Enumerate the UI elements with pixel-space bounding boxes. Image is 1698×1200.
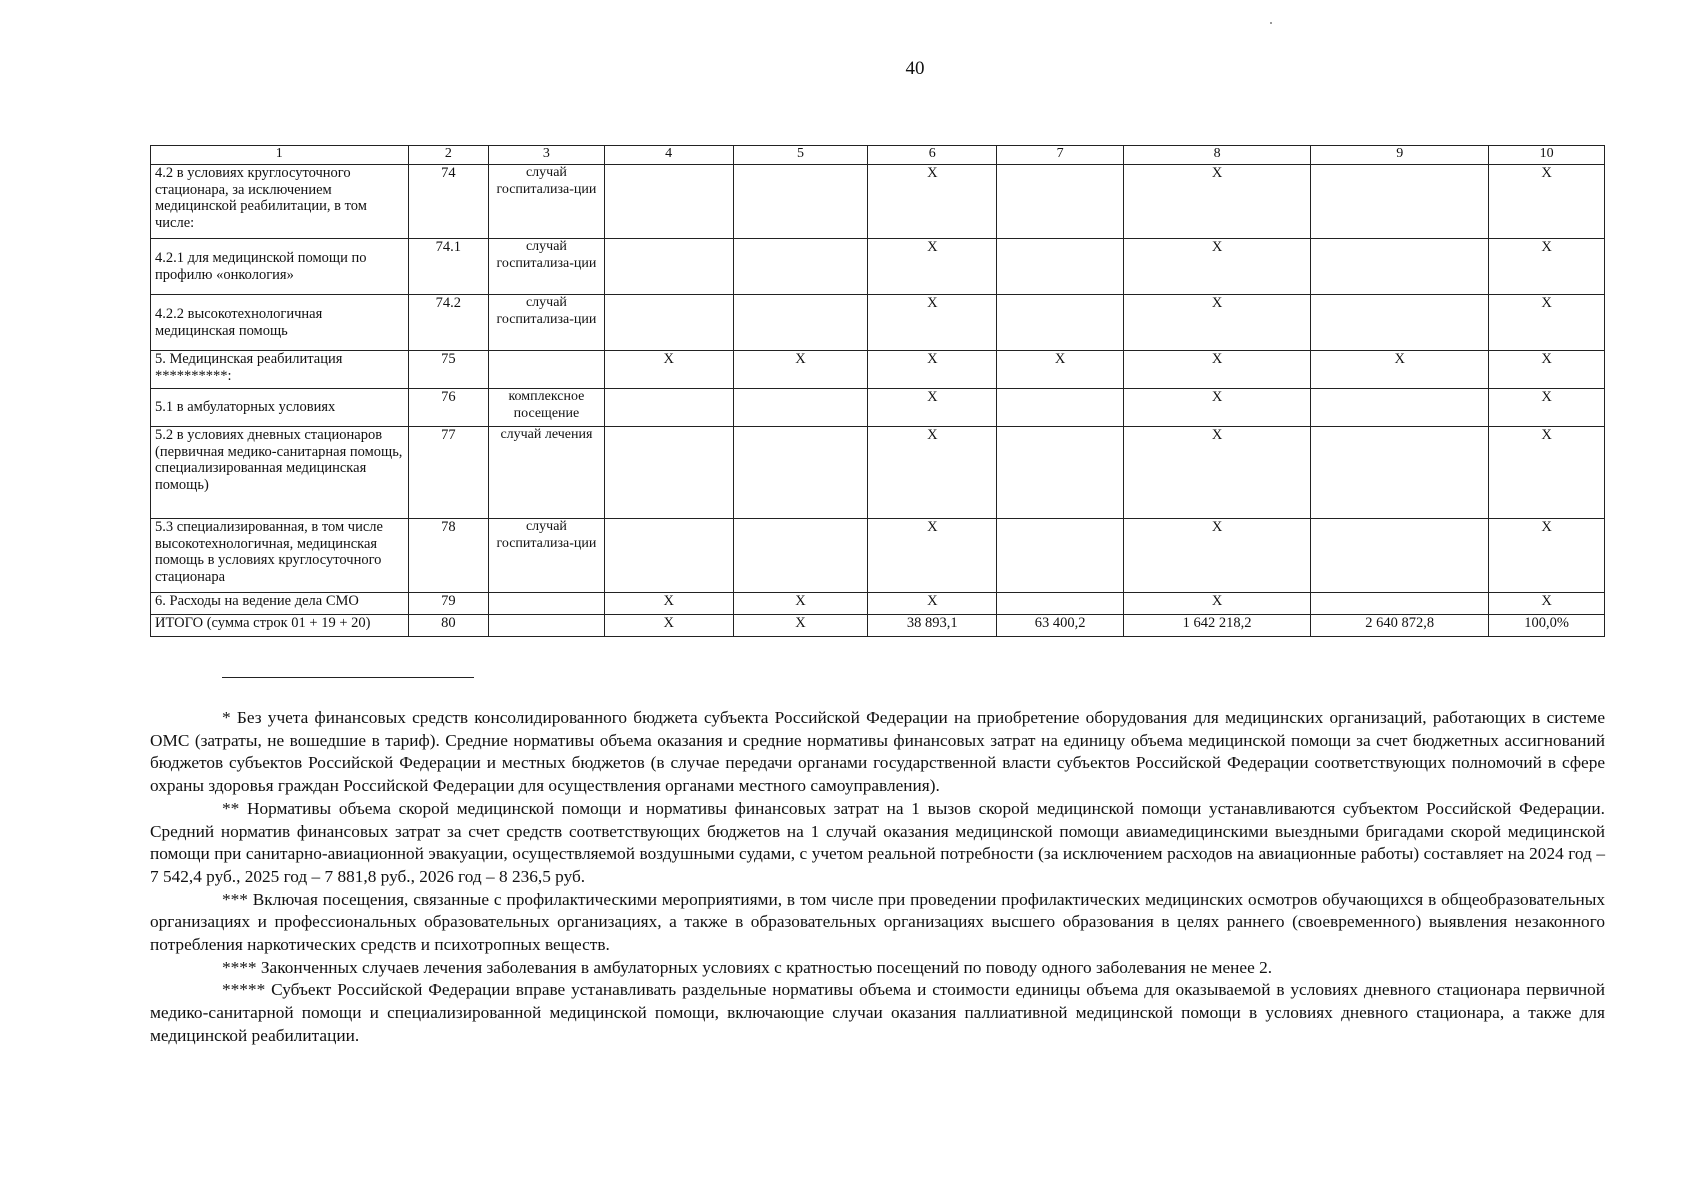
cell-value bbox=[733, 389, 868, 427]
footnote-1: * Без учета финансовых средств консолидированного бюджета субъекта Российской Федерации на приобретение оборудования для медицинских организаций, работающих в системе ОМС (затраты, не вошедшие в тариф). Средние нормативы объема оказания и средние нормативы финансовых затрат на единицу объема медицинской помощи за счет бюджетных ассигнований бюджетов субъектов Российской Федерации и местных бюджетов (в случае передачи органами государственной власти субъектов Российской Федерации соответствующих полномочий в сфере охраны здоровья граждан Российской Федерации для осуществления органами местного самоуправления). bbox=[150, 708, 1605, 796]
cell-value: X bbox=[868, 519, 997, 593]
cell-value bbox=[997, 519, 1124, 593]
cell-value: X bbox=[733, 593, 868, 615]
column-number: 3 bbox=[489, 146, 605, 165]
cell-value: X bbox=[1489, 351, 1605, 389]
cell-value bbox=[1311, 165, 1489, 239]
row-label: 5.1 в амбулаторных условиях bbox=[151, 389, 409, 427]
cell-value bbox=[604, 165, 733, 239]
row-code: 77 bbox=[408, 427, 488, 519]
column-number: 8 bbox=[1123, 146, 1310, 165]
row-label: 5.3 специализированная, в том числе высокотехнологичная, медицинская помощь в условиях круглосуточного стационара bbox=[151, 519, 409, 593]
cell-value bbox=[733, 427, 868, 519]
cell-value: X bbox=[1123, 165, 1310, 239]
cell-value: X bbox=[604, 615, 733, 637]
cell-value: X bbox=[1489, 519, 1605, 593]
footnote-4: **** Законченных случаев лечения заболевания в амбулаторных условиях с кратностью посещений по поводу одного заболевания не менее 2. bbox=[222, 957, 1273, 977]
row-code: 75 bbox=[408, 351, 488, 389]
row-code: 76 bbox=[408, 389, 488, 427]
cell-value: X bbox=[1123, 295, 1310, 351]
table-row bbox=[151, 295, 1605, 351]
footnote-separator bbox=[222, 677, 474, 678]
table-row bbox=[151, 427, 1605, 519]
cell-value: X bbox=[1123, 519, 1310, 593]
cell-value bbox=[997, 427, 1124, 519]
table-header-row bbox=[151, 146, 1605, 165]
cell-value: X bbox=[604, 593, 733, 615]
cell-value: 1 642 218,2 bbox=[1123, 615, 1310, 637]
cell-value bbox=[997, 389, 1124, 427]
row-unit bbox=[489, 615, 605, 637]
cell-value: X bbox=[1123, 427, 1310, 519]
column-number: 9 bbox=[1311, 146, 1489, 165]
row-label: 6. Расходы на ведение дела СМО bbox=[151, 593, 409, 615]
cell-value: X bbox=[1489, 239, 1605, 295]
table-row bbox=[151, 519, 1605, 593]
column-number: 1 bbox=[151, 146, 409, 165]
page-number: 40 bbox=[905, 58, 925, 79]
cell-value: 2 640 872,8 bbox=[1311, 615, 1489, 637]
cell-value bbox=[733, 295, 868, 351]
footnote-2: ** Нормативы объема скорой медицинской помощи и нормативы финансовых затрат на 1 вызов скорой медицинской помощи устанавливаются субъектом Российской Федерации. Средний норматив финансовых затрат за счет средств соответствующих бюджетов на 1 случай оказания медицинской помощи авиамедицинскими выездными бригадами скорой медицинской помощи при санитарно-авиационной эвакуации, осуществляемой воздушными судами, с учетом реальной потребности (за исключением расходов на авиационные работы) составляет на 2024 год – 7 542,4 руб., 2025 год – 7 881,8 руб., 2026 год – 8 236,5 руб. bbox=[150, 798, 1605, 886]
cell-value bbox=[1311, 295, 1489, 351]
column-number: 5 bbox=[733, 146, 868, 165]
cell-value: X bbox=[868, 593, 997, 615]
table-row bbox=[151, 351, 1605, 389]
cell-value bbox=[733, 165, 868, 239]
column-number: 2 bbox=[408, 146, 488, 165]
data-table bbox=[150, 145, 1605, 637]
cell-value bbox=[733, 519, 868, 593]
cell-value bbox=[604, 427, 733, 519]
cell-value bbox=[997, 239, 1124, 295]
row-code: 80 bbox=[408, 615, 488, 637]
row-unit: случай госпитализа-ции bbox=[489, 519, 605, 593]
cell-value bbox=[1311, 519, 1489, 593]
row-code: 74 bbox=[408, 165, 488, 239]
row-code: 74.2 bbox=[408, 295, 488, 351]
cell-value: 100,0% bbox=[1489, 615, 1605, 637]
cell-value: X bbox=[868, 389, 997, 427]
cell-value: X bbox=[1123, 389, 1310, 427]
row-label: 4.2.2 высокотехнологичная медицинская помощь bbox=[151, 295, 409, 351]
cell-value bbox=[604, 239, 733, 295]
cell-value: X bbox=[1489, 165, 1605, 239]
footnote-3: *** Включая посещения, связанные с профилактическими мероприятиями, в том числе при проведении профилактических медицинских осмотров обучающихся в общеобразовательных организациях и профессиональных образовательных организациях, а также в образовательных организациях высшего образования в целях раннего (своевременного) выявления незаконного потребления наркотических средств и психотропных веществ. bbox=[150, 889, 1605, 955]
table-row bbox=[151, 389, 1605, 427]
cell-value bbox=[997, 165, 1124, 239]
column-number: 7 bbox=[997, 146, 1124, 165]
cell-value: X bbox=[868, 239, 997, 295]
cell-value: X bbox=[1489, 593, 1605, 615]
row-label: 4.2 в условиях круглосуточного стационара, за исключением медицинской реабилитации, в том числе: bbox=[151, 165, 409, 239]
cell-value bbox=[1311, 389, 1489, 427]
row-unit bbox=[489, 593, 605, 615]
cell-value: 38 893,1 bbox=[868, 615, 997, 637]
row-unit: случай госпитализа-ции bbox=[489, 239, 605, 295]
row-code: 79 bbox=[408, 593, 488, 615]
cell-value bbox=[1311, 427, 1489, 519]
row-unit: комплексное посещение bbox=[489, 389, 605, 427]
column-number: 6 bbox=[868, 146, 997, 165]
cell-value bbox=[604, 389, 733, 427]
cell-value: X bbox=[868, 295, 997, 351]
table-row bbox=[151, 239, 1605, 295]
cell-value bbox=[604, 295, 733, 351]
cell-value: X bbox=[1311, 351, 1489, 389]
table-row bbox=[151, 593, 1605, 615]
cell-value: X bbox=[868, 351, 997, 389]
row-unit: случай госпитализа-ции bbox=[489, 295, 605, 351]
scan-mark bbox=[1270, 22, 1272, 24]
row-label: 5.2 в условиях дневных стационаров (первичная медико-санитарная помощь, специализированная медицинская помощь) bbox=[151, 427, 409, 519]
column-number: 10 bbox=[1489, 146, 1605, 165]
column-number: 4 bbox=[604, 146, 733, 165]
row-unit: случай лечения bbox=[489, 427, 605, 519]
cell-value: 63 400,2 bbox=[997, 615, 1124, 637]
cell-value: X bbox=[604, 351, 733, 389]
cell-value bbox=[997, 295, 1124, 351]
row-code: 78 bbox=[408, 519, 488, 593]
cell-value: X bbox=[1123, 351, 1310, 389]
cell-value: X bbox=[1489, 427, 1605, 519]
cell-value: X bbox=[1489, 389, 1605, 427]
cell-value bbox=[733, 239, 868, 295]
table-row bbox=[151, 165, 1605, 239]
table-row bbox=[151, 615, 1605, 637]
footnote-5: ***** Субъект Российской Федерации вправе устанавливать раздельные нормативы объема и стоимости единицы объема для оказываемой в условиях дневного стационара первичной медико-санитарной помощи и специализированной медицинской помощи, включающие случаи оказания паллиативной медицинской помощи в условиях дневного стационара, а также для медицинской реабилитации. bbox=[150, 980, 1605, 1045]
cell-value: X bbox=[733, 615, 868, 637]
cell-value: X bbox=[733, 351, 868, 389]
row-label: 5. Медицинская реабилитация **********: bbox=[151, 351, 409, 389]
cell-value: X bbox=[1123, 239, 1310, 295]
cell-value: X bbox=[868, 165, 997, 239]
cell-value: X bbox=[997, 351, 1124, 389]
row-unit: случай госпитализа-ции bbox=[489, 165, 605, 239]
cell-value bbox=[1311, 593, 1489, 615]
row-unit bbox=[489, 351, 605, 389]
cell-value bbox=[1311, 239, 1489, 295]
row-label: ИТОГО (сумма строк 01 + 19 + 20) bbox=[151, 615, 409, 637]
cell-value: X bbox=[868, 427, 997, 519]
cell-value bbox=[604, 519, 733, 593]
row-label: 4.2.1 для медицинской помощи по профилю «онкология» bbox=[151, 239, 409, 295]
row-code: 74.1 bbox=[408, 239, 488, 295]
cell-value: X bbox=[1489, 295, 1605, 351]
footnotes bbox=[150, 707, 1605, 1048]
cell-value: X bbox=[1123, 593, 1310, 615]
cell-value bbox=[997, 593, 1124, 615]
